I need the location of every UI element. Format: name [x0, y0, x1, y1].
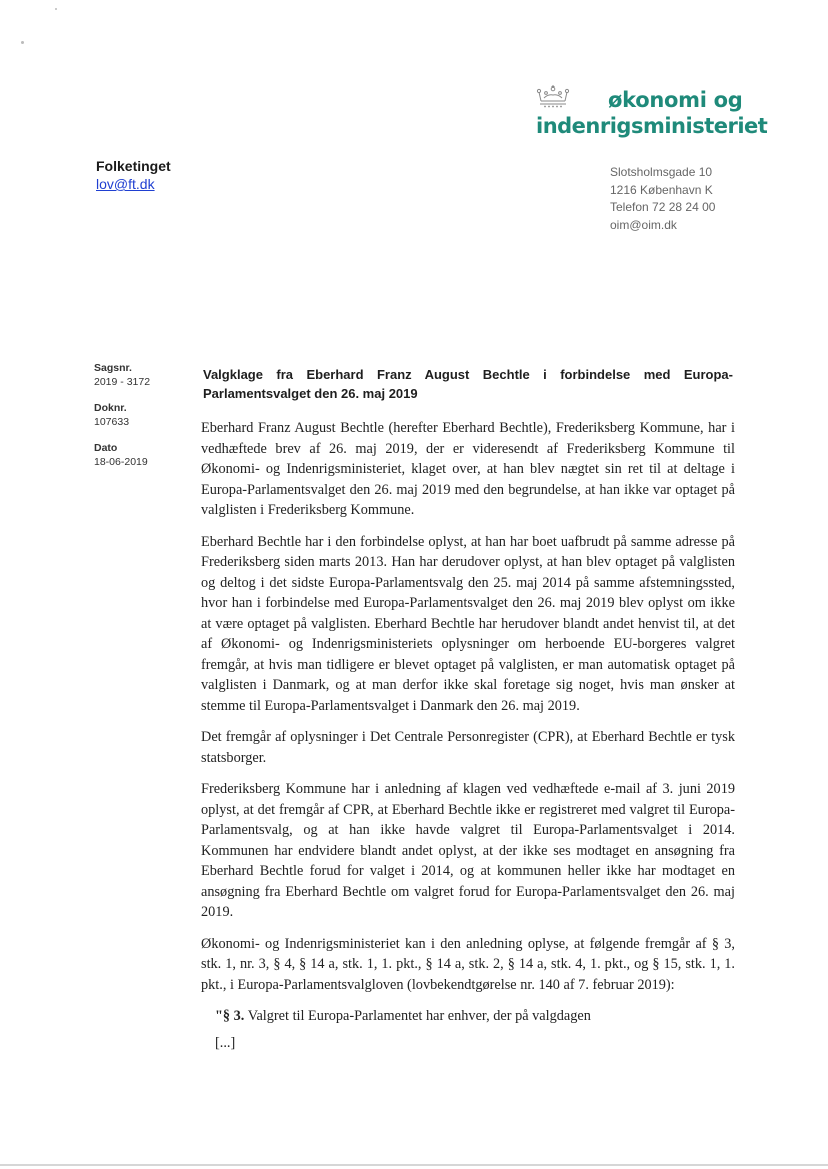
sagsnr-value: 2019 - 3172	[94, 376, 151, 388]
meta-doknr	[94, 401, 150, 429]
meta-sagsnr	[94, 361, 150, 389]
omission-marker: [...]	[215, 1034, 236, 1051]
sender-phone: Telefon 72 28 24 00	[610, 200, 716, 214]
recipient-name: Folketinget	[96, 158, 171, 174]
ministry-logo	[536, 84, 768, 144]
law-quote-text: Valgret til Europa-Parlamentet har enhver, der på valgdagen	[244, 1008, 591, 1024]
sender-street: Slotsholmsgade 10	[610, 165, 713, 179]
recipient-block	[96, 157, 171, 193]
body-paragraph: Eberhard Franz August Bechtle (herefter Eberhard Bechtle), Frederiksberg Kommune, har i vedhæftede brev af 26. maj 2019, der er videresendt af Frederiksberg Kommune til Økonomi- og Indenrigsministeriet, klaget over, at han blev nægtet sin ret til at deltage i Europa-Parlamentsvalget den 26. maj 2019 med den begrundelse, at han ikke var optaget på valglisten i Frederiksberg Kommune.	[201, 420, 735, 518]
sender-address	[610, 164, 715, 234]
scan-speck	[21, 41, 24, 44]
letter-body	[201, 418, 735, 1053]
doknr-label: Doknr.	[94, 402, 127, 414]
law-section-number: "§ 3.	[215, 1008, 245, 1024]
page-bottom-edge	[0, 1164, 828, 1166]
scan-speck	[55, 8, 57, 10]
dato-label: Dato	[94, 442, 118, 454]
body-paragraph: Eberhard Bechtle har i den forbindelse oplyst, at han har boet uafbrudt på samme adresse på Frederiksberg siden marts 2013. Han har derudover oplyst, at han blev optaget på valglisten og deltog i det sidste Europa-Parlamentsvalg den 25. maj 2014 på samme afstemningssted, hvor han i forbindelse med Europa-Parlamentsvalget den 26. maj 2019 blev oplyst om ikke at være optaget på valglisten. Eberhard Bechtle har herudover blandt andet henvist til, at det af Økonomi- og Indenrigsministeriets oplysninger om herboende EU-borgeres valgret fremgår, at hvis man tidligere er blevet optaget på valglisten, er man automatisk optaget på valglisten i Danmark, og at man derfor ikke skal foretage sig noget, hvis man ønsker at stemme til Europa-Parlamentsvalget i Danmark den 26. maj 2019.	[201, 533, 735, 714]
recipient-email-link[interactable]: lov@ft.dk	[96, 176, 155, 192]
law-quote	[215, 1006, 735, 1027]
sender-city: 1216 København K	[610, 182, 713, 197]
body-paragraph: Det fremgår af oplysninger i Det Centrale Personregister (CPR), at Eberhard Bechtle er tysk statsborger.	[201, 729, 735, 766]
sagsnr-label: Sagsnr.	[94, 362, 132, 374]
body-paragraph: Økonomi- og Indenrigsministeriet kan i den anledning oplyse, at følgende fremgår af § 3, stk. 1, nr. 3, § 4, § 14 a, stk. 1, 1. pkt., § 14 a, stk. 2, § 14 a, stk. 4, 1. pkt., og § 15, stk. 1, 1. pkt., i Europa-Parlamentsvalgloven (lovbekendtgørelse nr. 140 af 7. februar 2019):	[201, 935, 735, 993]
logo-text-line2: indenrigsministeriet	[536, 114, 768, 138]
document-meta	[94, 361, 150, 481]
body-paragraph: Frederiksberg Kommune har i anledning af klagen ved vedhæftede e-mail af 3. juni 2019 oplyst, at det fremgår af CPR, at Eberhard Bechtle ikke er registreret med valgret til Europa-Parlamentsvalg, og at han ikke havde valgret til Europa-Parlamentsvalget i 2014. Kommunen har endvidere blandt andet oplyst, at der ikke ses modtaget en ansøgning fra Eberhard Bechtle forud for valget i 2014, og at kommunen heller ikke har modtaget en ansøgning fra Eberhard Bechtle om valgret forud for Europa-Parlamentsvalget den 26. maj 2019.	[201, 781, 735, 920]
letter-subject: Valgklage fra Eberhard Franz August Bechtle i forbindelse med Europa-Parlamentsvalget den 26. maj 2019	[203, 367, 733, 401]
crown-icon	[536, 84, 570, 110]
meta-dato	[94, 441, 150, 469]
sender-email: oim@oim.dk	[610, 217, 677, 232]
dato-value: 18-06-2019	[94, 456, 148, 468]
doknr-value: 107633	[94, 416, 130, 428]
logo-text-line1: økonomi og	[608, 88, 743, 112]
